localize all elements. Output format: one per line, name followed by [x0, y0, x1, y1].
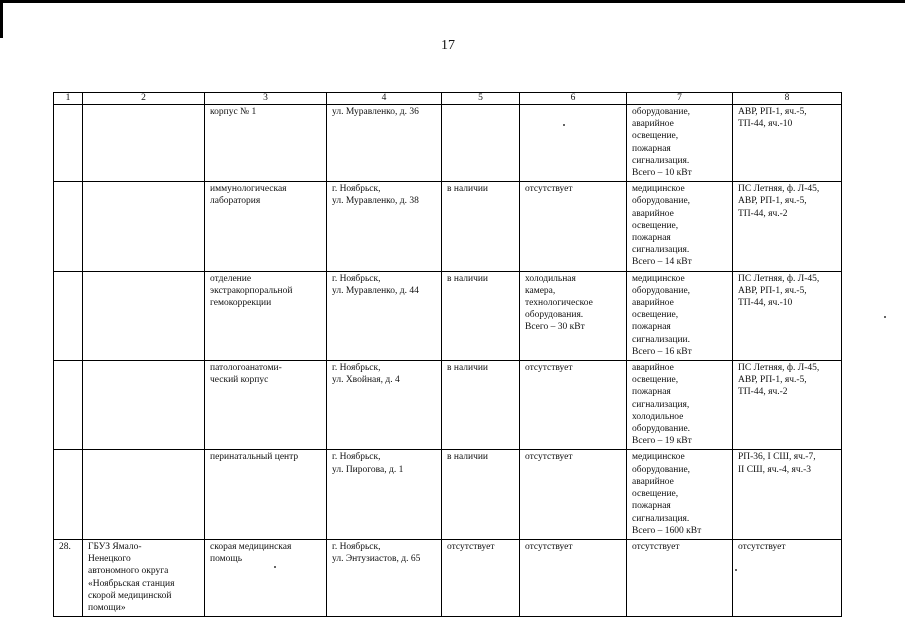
row-number-cell: 28.	[54, 539, 83, 616]
scan-speck	[884, 316, 886, 318]
organization-cell	[83, 182, 205, 271]
availability-cell: в наличии	[442, 361, 520, 450]
address-cell: г. Ноябрьск, ул. Муравленко, д. 38	[327, 182, 442, 271]
table-row	[54, 361, 842, 450]
power-source-cell: ПС Летняя, ф. Л-45, АВР, РП-1, яч.-5, ТП-44, яч.-2	[733, 182, 842, 271]
row-number-cell	[54, 271, 83, 360]
row-number-cell	[54, 361, 83, 450]
availability-cell: отсутствует	[442, 539, 520, 616]
tech-load-cell: холодильная камера, технологическое оборудования. Всего – 30 кВт	[520, 271, 627, 360]
organization-cell	[83, 271, 205, 360]
page-number: 17	[441, 38, 455, 53]
column-header: 5	[442, 93, 520, 105]
other-load-cell: оборудование, аварийное освещение, пожарная сигнализация. Всего – 10 кВт	[627, 105, 733, 182]
organization-cell	[83, 105, 205, 182]
other-load-cell: медицинское оборудование, аварийное освещение, пожарная сигнализация. Всего – 1600 кВт	[627, 450, 733, 539]
data-table	[53, 92, 842, 617]
column-header: 6	[520, 93, 627, 105]
table-row	[54, 271, 842, 360]
other-load-cell: отсутствует	[627, 539, 733, 616]
tech-load-cell: отсутствует	[520, 539, 627, 616]
availability-cell	[442, 105, 520, 182]
tech-load-cell: отсутствует	[520, 361, 627, 450]
tech-load-cell: отсутствует	[520, 450, 627, 539]
scan-edge-top	[0, 0, 905, 3]
column-header: 1	[54, 93, 83, 105]
object-cell: отделение экстракорпоральной гемокоррекции	[205, 271, 327, 360]
tech-load-cell	[520, 105, 627, 182]
object-cell: корпус № 1	[205, 105, 327, 182]
table-row	[54, 450, 842, 539]
other-load-cell: аварийное освещение, пожарная сигнализация, холодильное оборудование. Всего – 19 кВт	[627, 361, 733, 450]
power-source-cell: АВР, РП-1, яч.-5, ТП-44, яч.-10	[733, 105, 842, 182]
organization-cell	[83, 361, 205, 450]
address-cell: г. Ноябрьск, ул. Хвойная, д. 4	[327, 361, 442, 450]
object-cell: скорая медицинская помощь	[205, 539, 327, 616]
other-load-cell: медицинское оборудование, аварийное освещение, пожарная сигнализация. Всего – 14 кВт	[627, 182, 733, 271]
table-row	[54, 539, 842, 616]
object-cell: перинатальный центр	[205, 450, 327, 539]
object-cell: патологоанатоми- ческий корпус	[205, 361, 327, 450]
availability-cell: в наличии	[442, 182, 520, 271]
tech-load-cell: отсутствует	[520, 182, 627, 271]
address-cell: ул. Муравленко, д. 36	[327, 105, 442, 182]
object-cell: иммунологическая лаборатория	[205, 182, 327, 271]
table-row	[54, 105, 842, 182]
column-header: 8	[733, 93, 842, 105]
organization-cell: ГБУЗ Ямало- Ненецкого автономного округа «Ноябрьская станция скорой медицинской помощи»	[83, 539, 205, 616]
availability-cell: в наличии	[442, 271, 520, 360]
other-load-cell: медицинское оборудование, аварийное освещение, пожарная сигнализации. Всего – 16 кВт	[627, 271, 733, 360]
organization-cell	[83, 450, 205, 539]
table-row	[54, 182, 842, 271]
power-source-cell: ПС Летняя, ф. Л-45, АВР, РП-1, яч.-5, ТП-44, яч.-2	[733, 361, 842, 450]
column-header: 2	[83, 93, 205, 105]
address-cell: г. Ноябрьск, ул. Энтузиастов, д. 65	[327, 539, 442, 616]
row-number-cell	[54, 182, 83, 271]
column-header: 7	[627, 93, 733, 105]
power-source-cell: отсутствует	[733, 539, 842, 616]
power-source-cell: ПС Летняя, ф. Л-45, АВР, РП-1, яч.-5, ТП-44, яч.-10	[733, 271, 842, 360]
column-header: 3	[205, 93, 327, 105]
column-header: 4	[327, 93, 442, 105]
row-number-cell	[54, 105, 83, 182]
power-source-cell: РП-36, I СШ, яч.-7, II СШ, яч.-4, яч.-3	[733, 450, 842, 539]
availability-cell: в наличии	[442, 450, 520, 539]
row-number-cell	[54, 450, 83, 539]
address-cell: г. Ноябрьск, ул. Муравленко, д. 44	[327, 271, 442, 360]
address-cell: г. Ноябрьск, ул. Пирогова, д. 1	[327, 450, 442, 539]
scan-edge-left	[0, 0, 3, 38]
table-header-row	[54, 93, 842, 105]
